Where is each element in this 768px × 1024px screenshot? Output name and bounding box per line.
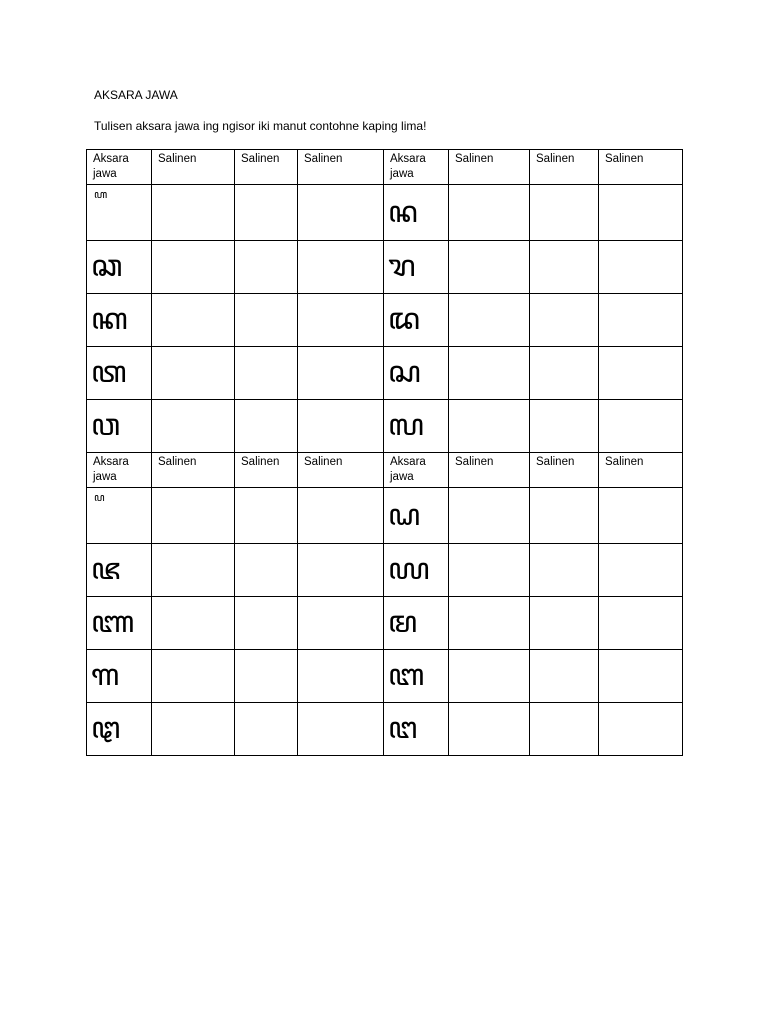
copy-practice-cell[interactable] (298, 544, 384, 597)
aksara-example-cell: ꦭ (384, 400, 449, 453)
table-row (87, 241, 683, 294)
copy-practice-cell[interactable] (599, 703, 683, 756)
copy-practice-cell[interactable] (530, 488, 599, 544)
copy-practice-cell[interactable] (449, 185, 530, 241)
copy-practice-cell[interactable] (235, 488, 298, 544)
aksara-example-cell: ꦲ (87, 185, 152, 241)
aksara-example-cell: ꦥ (87, 488, 152, 544)
copy-practice-cell[interactable] (298, 488, 384, 544)
copy-practice-cell[interactable] (235, 400, 298, 453)
copy-practice-cell[interactable] (599, 488, 683, 544)
copy-practice-cell[interactable] (599, 347, 683, 400)
copy-practice-cell[interactable] (599, 241, 683, 294)
column-header-salinen: Salinen (599, 150, 683, 185)
copy-practice-cell[interactable] (599, 400, 683, 453)
copy-practice-cell[interactable] (530, 294, 599, 347)
copy-practice-cell[interactable] (235, 650, 298, 703)
copy-practice-cell[interactable] (449, 241, 530, 294)
aksara-example-cell: ꦝ (384, 488, 449, 544)
copy-practice-cell[interactable] (152, 294, 235, 347)
copy-practice-cell[interactable] (152, 400, 235, 453)
copy-practice-cell[interactable] (599, 650, 683, 703)
table-row (87, 597, 683, 650)
column-header-aksara: Aksara jawa (87, 453, 152, 488)
table-row (87, 650, 683, 703)
table-row (87, 185, 683, 241)
copy-practice-cell[interactable] (235, 185, 298, 241)
copy-practice-cell[interactable] (152, 544, 235, 597)
copy-practice-cell[interactable] (235, 347, 298, 400)
header-row (87, 453, 683, 488)
aksara-example-cell: ꦕ (87, 241, 152, 294)
aksara-example-cell: ꦫ (384, 241, 449, 294)
table-row (87, 400, 683, 453)
aksara-example-cell: ꦧ (384, 650, 449, 703)
copy-practice-cell[interactable] (298, 650, 384, 703)
copy-practice-cell[interactable] (449, 703, 530, 756)
copy-practice-cell[interactable] (530, 703, 599, 756)
copy-practice-cell[interactable] (235, 241, 298, 294)
column-header-aksara: Aksara jawa (384, 453, 449, 488)
aksara-example-cell: ꦔ (384, 703, 449, 756)
aksara-example-cell: ꦏ (87, 294, 152, 347)
copy-practice-cell[interactable] (449, 650, 530, 703)
column-header-salinen: Salinen (530, 150, 599, 185)
copy-practice-cell[interactable] (449, 347, 530, 400)
copy-practice-cell[interactable] (530, 400, 599, 453)
copy-practice-cell[interactable] (298, 347, 384, 400)
copy-practice-cell[interactable] (530, 185, 599, 241)
copy-practice-cell[interactable] (298, 294, 384, 347)
copy-practice-cell[interactable] (298, 703, 384, 756)
column-header-salinen: Salinen (235, 150, 298, 185)
copy-practice-cell[interactable] (449, 597, 530, 650)
copy-practice-cell[interactable] (235, 597, 298, 650)
copy-practice-cell[interactable] (298, 400, 384, 453)
column-header-salinen: Salinen (152, 150, 235, 185)
copy-practice-cell[interactable] (235, 703, 298, 756)
column-header-aksara: Aksara jawa (87, 150, 152, 185)
column-header-salinen: Salinen (298, 453, 384, 488)
header-row (87, 150, 683, 185)
copy-practice-cell[interactable] (152, 703, 235, 756)
copy-practice-cell[interactable] (152, 241, 235, 294)
copy-practice-cell[interactable] (152, 650, 235, 703)
copy-practice-cell[interactable] (449, 400, 530, 453)
table-row (87, 294, 683, 347)
aksara-example-cell: ꦒ (87, 650, 152, 703)
copy-practice-cell[interactable] (449, 544, 530, 597)
copy-practice-cell[interactable] (599, 544, 683, 597)
copy-practice-cell[interactable] (152, 347, 235, 400)
copy-practice-cell[interactable] (152, 597, 235, 650)
column-header-aksara: Aksara jawa (384, 150, 449, 185)
aksara-example-cell: ꦱ (384, 347, 449, 400)
copy-practice-cell[interactable] (298, 185, 384, 241)
column-header-salinen: Salinen (298, 150, 384, 185)
copy-practice-cell[interactable] (530, 544, 599, 597)
aksara-example-cell: ꦚ (87, 597, 152, 650)
copy-practice-cell[interactable] (530, 650, 599, 703)
aksara-example-cell: ꦪ (384, 544, 449, 597)
aksara-example-cell: ꦩ (384, 597, 449, 650)
copy-practice-cell[interactable] (599, 597, 683, 650)
copy-practice-cell[interactable] (599, 294, 683, 347)
copy-practice-cell[interactable] (530, 347, 599, 400)
column-header-salinen: Salinen (599, 453, 683, 488)
column-header-salinen: Salinen (449, 453, 530, 488)
column-header-salinen: Salinen (530, 453, 599, 488)
aksara-example-cell: ꦤ (384, 185, 449, 241)
aksara-example-cell: ꦮ (87, 400, 152, 453)
copy-practice-cell[interactable] (298, 597, 384, 650)
copy-practice-cell[interactable] (235, 544, 298, 597)
copy-practice-cell[interactable] (530, 597, 599, 650)
table-row (87, 544, 683, 597)
copy-practice-cell[interactable] (530, 241, 599, 294)
column-header-salinen: Salinen (152, 453, 235, 488)
column-header-salinen: Salinen (235, 453, 298, 488)
instruction-text: Tulisen aksara jawa ing ngisor iki manut contohne kaping lima! (94, 119, 427, 133)
copy-practice-cell[interactable] (152, 488, 235, 544)
copy-practice-cell[interactable] (298, 241, 384, 294)
copy-practice-cell[interactable] (449, 294, 530, 347)
copy-practice-cell[interactable] (152, 185, 235, 241)
practice-table (86, 149, 683, 756)
aksara-example-cell: ꦛ (87, 703, 152, 756)
table-row (87, 347, 683, 400)
aksara-example-cell: ꦠ (87, 347, 152, 400)
aksara-example-cell: ꦗ (87, 544, 152, 597)
document-title: AKSARA JAWA (94, 88, 178, 102)
table-row (87, 703, 683, 756)
copy-practice-cell[interactable] (599, 185, 683, 241)
column-header-salinen: Salinen (449, 150, 530, 185)
copy-practice-cell[interactable] (235, 294, 298, 347)
copy-practice-cell[interactable] (449, 488, 530, 544)
aksara-example-cell: ꦢ (384, 294, 449, 347)
table-row (87, 488, 683, 544)
